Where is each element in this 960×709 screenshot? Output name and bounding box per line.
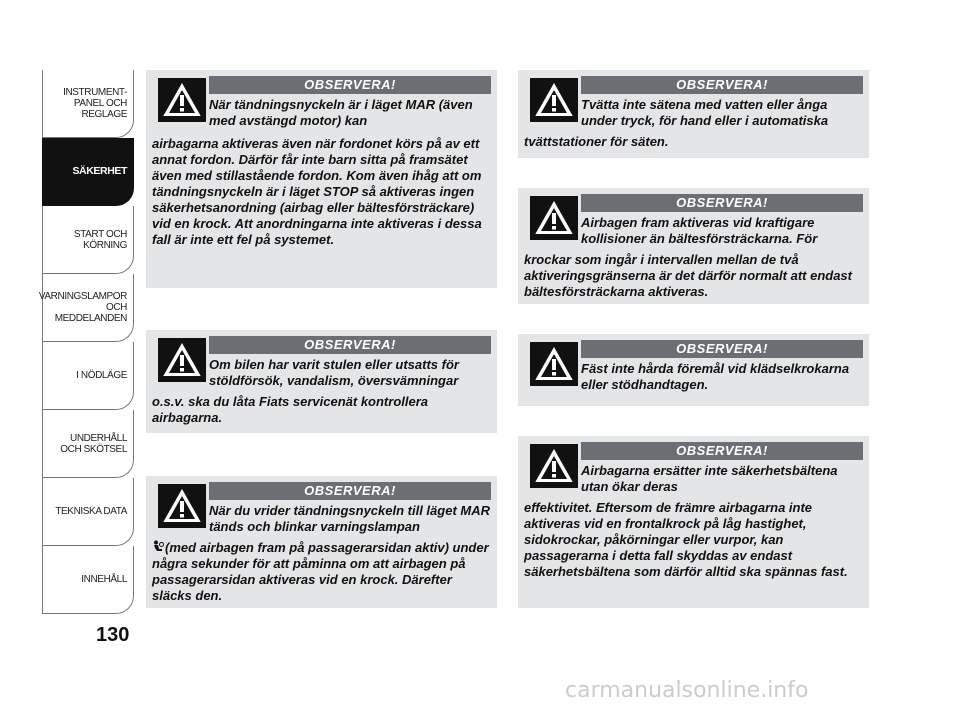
warning-title: OBSERVERA! (581, 442, 863, 460)
warning-title: OBSERVERA! (209, 336, 491, 354)
tab-i-nodlage[interactable] (42, 342, 134, 410)
warning-box (146, 476, 497, 608)
warning-text-lead: När du vrider tändningsnyckeln till läget MAR tänds och blinkar varningslampan (209, 503, 490, 534)
warning-text-lead: Airbagen fram aktiveras vid kraftigare kollisioner än bältesförsträckarna. För (581, 215, 818, 246)
tab-start-och-korning[interactable] (42, 206, 134, 274)
warning-text-lead: Airbagarna ersätter inte säkerhetsbältena utan ökar deras (581, 463, 838, 494)
warning-triangle-icon (158, 78, 206, 122)
warning-triangle-icon (530, 444, 578, 488)
warning-triangle-icon (530, 78, 578, 122)
tab-innehall[interactable] (42, 546, 134, 614)
warning-box (518, 436, 869, 608)
warning-text-body (152, 540, 491, 604)
tab-instrument-panel[interactable] (42, 70, 134, 138)
page-number: 130 (96, 624, 130, 646)
watermark: carmanualsonline.info (565, 678, 809, 703)
tab-label: INNEHÅLL (81, 574, 127, 585)
warning-box (518, 188, 869, 304)
tab-label: VARNINGSLAMPOR OCH MEDDELANDEN (38, 291, 127, 324)
tab-label: INSTRUMENT- PANEL OCH REGLAGE (63, 87, 127, 120)
tab-varningslampor[interactable] (38, 274, 134, 342)
warning-title: OBSERVERA! (581, 76, 863, 94)
tab-underhall[interactable] (42, 410, 134, 478)
warning-text-lead: Tvätta inte sätena med vatten eller ånga under tryck, för hand eller i automatiska (581, 97, 829, 128)
warning-text: effektivitet. Eftersom de främre airbagarna inte aktiveras vid en frontalkrock på låg hastighet, sidokrockar, påkörningar eller vurpor, kan passagerarna i detta fall skyddas av endast säkerhetsbältena som därför alltid ska spännas fast. (524, 500, 848, 579)
tab-sakerhet[interactable] (42, 138, 134, 206)
warning-triangle-icon (158, 484, 206, 528)
warning-box (146, 330, 497, 433)
tab-label: SÄKERHET (72, 165, 127, 177)
warning-title: OBSERVERA! (581, 340, 863, 358)
warning-title: OBSERVERA! (209, 482, 491, 500)
warning-title: OBSERVERA! (209, 76, 491, 94)
warning-text-lead: När tändningsnyckeln är i läget MAR (även med avstängd motor) kan (209, 97, 473, 128)
warning-text-lead: Fäst inte hårda föremål vid klädselkrokarna eller stödhandtagen. (581, 361, 850, 392)
warning-triangle-icon (530, 342, 578, 386)
warning-box (146, 70, 497, 288)
tab-label: START OCH KÖRNING (73, 228, 127, 251)
warning-text: o.s.v. ska du låta Fiats servicenät kontrollera airbagarna. (152, 394, 429, 425)
tab-tekniska-data[interactable] (42, 478, 134, 546)
warning-triangle-icon (158, 338, 206, 382)
warning-text: tvättstationer för säten. (524, 134, 669, 149)
chapter-tabs (38, 70, 134, 614)
warning-text: krockar som ingår i intervallen mellan de två aktiveringsgränserna är det därför normalt att endast bältesförsträckarna aktiveras. (524, 252, 852, 299)
warning-box (518, 70, 869, 158)
tab-label: TEKNISKA DATA (55, 506, 127, 517)
warning-triangle-icon (530, 196, 578, 240)
warning-text: (med airbagen fram på passagerarsidan aktiv) under några sekunder för att påminna om att airbagen på passagerarsidan aktiveras vid en krock. Därefter släcks den. (152, 540, 489, 603)
warning-box (518, 334, 869, 406)
warning-title: OBSERVERA! (581, 194, 863, 212)
warning-text-lead: Om bilen har varit stulen eller utsatts för stöldförsök, vandalism, översvämningar (209, 357, 459, 388)
tab-label: UNDERHÅLL OCH SKÖTSEL (60, 432, 127, 455)
airbag-passenger-icon (152, 540, 165, 556)
tab-label: I NÖDLÄGE (76, 370, 127, 381)
warning-text: airbagarna aktiveras även när fordonet körs på av ett annat fordon. Därför får inte barn sitta på framsätet även med stillastående fordon. Kom även ihåg att om tändningsnyckeln är i läget STOP så aktiveras ingen säkerhetsanordning (airbag eller bältesförsträckare) vid en krock. Att anordningarna inte aktiveras i dessa fall är inte ett fel på systemet. (152, 136, 482, 247)
